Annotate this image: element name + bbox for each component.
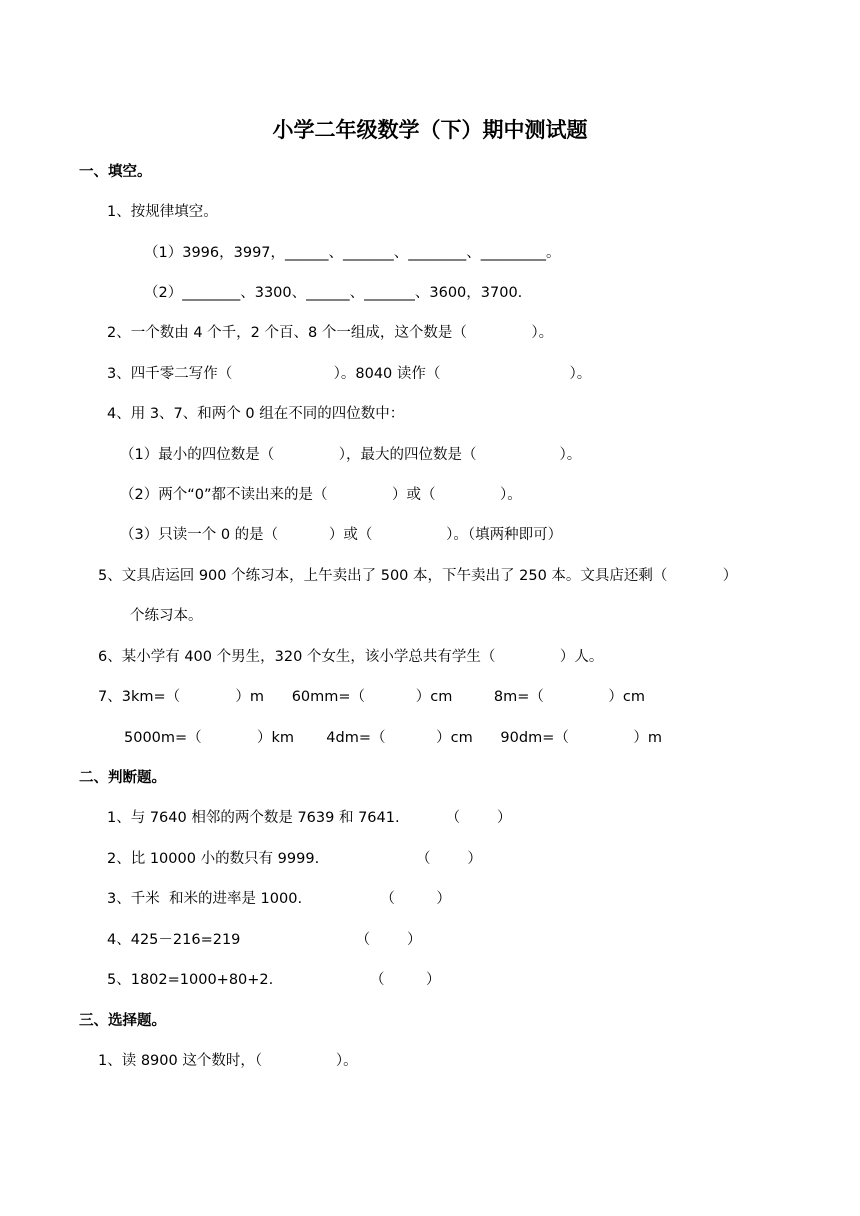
question-1-1: （1）3996，3997，______、_______、________、_________。 [144, 245, 561, 261]
judge-item: 2、比 10000 小的数只有 9999. （ ） [107, 851, 482, 867]
question-3: 3、四千零二写作（ ）。8040 读作（ ）。 [107, 366, 592, 382]
question-7-line-2: 5000m=（ ）km 4dm=（ ）cm 90dm=（ ）m [124, 730, 663, 746]
question-4-1: （1）最小的四位数是（ ），最大的四位数是（ ）。 [120, 447, 582, 463]
page-title: 小学二年级数学（下）期中测试题 [272, 118, 588, 142]
judge-item: 5、1802=1000+80+2. （ ） [107, 972, 441, 988]
question-1-2: （2）________、3300、______、_______、3600，3700. [144, 285, 523, 301]
judge-item: 3、千米 和米的进率是 1000. （ ） [107, 891, 451, 907]
question-7-line-1: 7、3km=（ ）m 60mm=（ ）cm 8m=（ ）cm [98, 689, 645, 705]
question-1: 1、按规律填空。 [107, 204, 218, 220]
question-4-2: （2）两个“0”都不读出来的是（ ）或（ ）。 [120, 487, 522, 503]
judge-item: 4、425－216=219 （ ） [107, 932, 422, 948]
choice-question-1: 1、读 8900 这个数时，（ ）。 [98, 1053, 358, 1069]
question-4: 4、用 3、7、和两个 0 组在不同的四位数中： [107, 406, 405, 422]
section-3-heading: 三、选择题。 [79, 1013, 166, 1029]
question-2: 2、一个数由 4 个千，2 个百、8 个一组成，这个数是（ ）。 [107, 325, 554, 341]
question-6: 6、某小学有 400 个男生，320 个女生，该小学总共有学生（ ）人。 [98, 649, 604, 665]
judge-item: 1、与 7640 相邻的两个数是 7639 和 7641. （ ） [107, 810, 512, 826]
question-5-line-2: 个练习本。 [130, 608, 203, 624]
section-2-heading: 二、判断题。 [79, 770, 166, 786]
question-4-3: （3）只读一个 0 的是（ ）或（ ）。（填两种即可） [120, 527, 563, 543]
question-5-line-1: 5、文具店运回 900 个练习本，上午卖出了 500 本，下午卖出了 250 本。文具店还剩（ ） [98, 568, 738, 584]
section-1-heading: 一、填空。 [79, 164, 152, 180]
